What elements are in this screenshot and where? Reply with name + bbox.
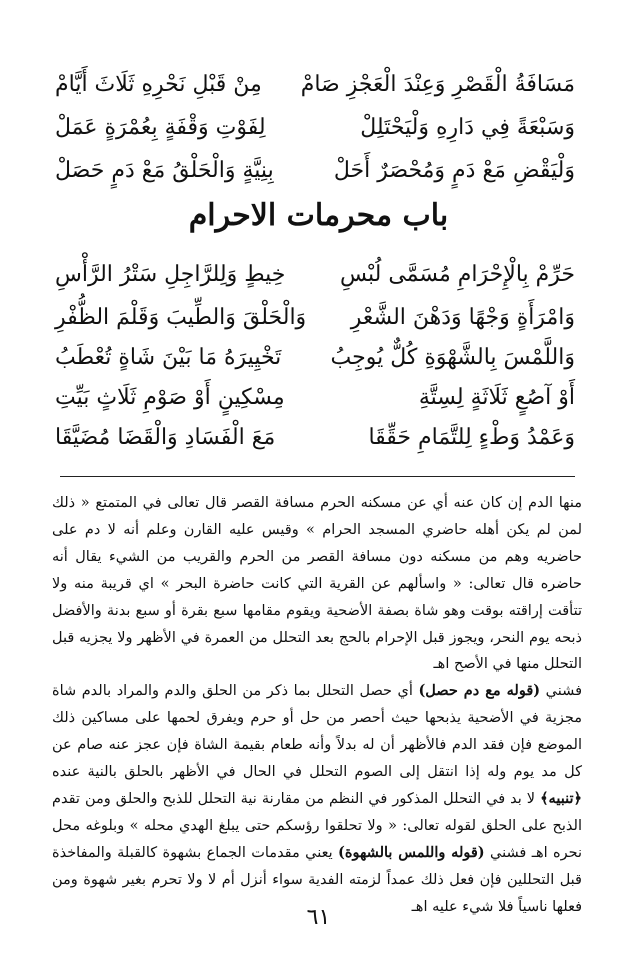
verse-line <box>55 378 575 416</box>
verse-first-hemistich: وَسَبْعَةً فِي دَارِهِ وَلْيَحْتَلِلْ <box>360 114 575 140</box>
quoted-verse-reference: (قوله واللمس بالشهوة) <box>338 843 485 861</box>
commentary-text-run: يعني مقدمات الجماع بشهوة كالقبلة والمفاخذة قبل التحللين فإن فعل ذلك عمداً لزمته الفدية سواء أنزل أم لا ولا تحرم بغير شهوة ومن فعلها ناسياً فلا شيء عليه اهـ <box>52 844 582 915</box>
footnote-divider <box>60 476 575 477</box>
commentary-paragraph: منها الدم إن كان عنه أي عن مسكنه الحرم مسافة القصر قال تعالى في المتمتع « ذلك لمن لم يكن أهله حاضري المسجد الحرام » وقيس عليه القارن وعلم أنه لا دم على حاضريه وهم من مسكنه دون مسافة القصر من الحرم والقريب من الشيء يقال أنه حاضره قال تعالى: « واسألهم عن القرية التي كانت حاضرة البحر » اي قريبة منه ولا تتأقت إراقته بوقت وهو شاة بصفة الأضحية ويقوم مقامها سبع بقرة أو سبع بدنة والأفضل ذبحه يوم النحر، ويجوز قبل الإحرام بالحج بعد التحلل من العمرة في الأظهر ولا يجزيه قبل التحلل منها في الأصح اهـ <box>52 495 582 673</box>
verse-second-hemistich: بِنِيَّةٍ وَالْحَلْقُ مَعْ دَمٍ حَصَلْ <box>55 157 274 183</box>
verse-first-hemistich: أَوْ آصُعٍ ثَلَاثَةٍ لِسِتَّةِ <box>418 384 575 410</box>
commentary-text-run: أي حصل التحلل بما ذكر من الحلق والدم والمراد بالدم شاة مجزية في الأضحية يذبحها حيث أحصر من حل أو حرم ويفرق لحمها على مساكين ذلك الموضع فإن فقد الدم فالأظهر أن له بدلاً وأنه طعام بقيمة الشاة فإن عجز عنه صام عن كل مد يوم وله إذا انتقل إلى الصوم التحلل في الحال في الأظهر بالحلق بالنية عنده <box>52 683 582 781</box>
verse-line <box>55 338 575 376</box>
verse-second-hemistich: مَعَ الْفَسَادِ وَالْقَضَا مُضَيَّقَا <box>55 424 276 450</box>
verse-second-hemistich: مِسْكِينٍ أَوْ صَوْمِ ثَلَاثٍ بَيِّتِ <box>55 384 285 410</box>
verse-first-hemistich: حَرِّمْ بِالْإِحْرَامِ مُسَمَّى لُبْسِ <box>339 261 575 287</box>
quoted-verse-reference: (قوله مع دم حصل) <box>418 682 541 700</box>
section-heading: باب محرمات الاحرام <box>188 198 449 233</box>
verse-first-hemistich: وَعَمْدُ وَطْءٍ لِلتَّمَامِ حَقِّقَا <box>368 424 575 450</box>
verse-second-hemistich: تَخْيِيرَهُ مَا بَيْنَ شَاةٍ تُعْطَبُ <box>55 344 282 370</box>
verse-line <box>55 418 575 456</box>
verse-second-hemistich: مِنْ قَبْلِ نَحْرِهِ ثَلَاثَ أَيَّامْ <box>55 71 262 97</box>
verse-first-hemistich: مَسَافَةُ الْقَصْرِ وَعِنْدَ الْعَجْزِ صَامْ <box>300 71 575 97</box>
commentary-paragraph <box>52 678 582 920</box>
commentary-text-run: فشني <box>540 683 583 700</box>
verse-line <box>55 108 575 146</box>
verse-second-hemistich: خِيطٍ وَلِلرَّاجِلِ سَتْرُ الرَّأْسِ <box>55 261 286 287</box>
verse-first-hemistich: وَلْيَقْضِ مَعْ دَمٍ وَمُحْصَرٌ أَحَلْ <box>333 157 575 183</box>
verse-first-hemistich: وَامْرَأَةٍ وَجْهًا وَدَهْنَ الشَّعْرِ <box>350 304 575 330</box>
note-marker: ﴿تنبيه﴾ <box>540 789 582 807</box>
verse-line <box>55 65 575 103</box>
verse-first-hemistich: وَاللَّمْسَ بِالشَّهْوَةِ كُلٌّ يُوجِبُ <box>330 344 575 370</box>
page-number: ٦١ <box>306 905 331 930</box>
commentary-text-run: لا بد في التحلل المذكور في النظم من مقارنة نية التحلل للذبح والحلق ومن تقدم الذبح على الحلق لقوله تعالى: « ولا تحلقوا رؤسكم حتى يبلغ الهدي محله » وبلوغه محل نحره اهـ فشني <box>52 790 582 861</box>
commentary-text <box>52 490 582 921</box>
verse-line <box>55 151 575 189</box>
verse-line <box>55 255 575 293</box>
verse-second-hemistich: لِفَوْتِ وَقْفَةٍ بِعُمْرَةٍ عَمَلْ <box>55 114 266 140</box>
verse-second-hemistich: وَالْحَلْقَ وَالطِّيبَ وَقَلْمَ الظُّفْرِ <box>55 304 307 330</box>
verse-line <box>55 298 575 336</box>
